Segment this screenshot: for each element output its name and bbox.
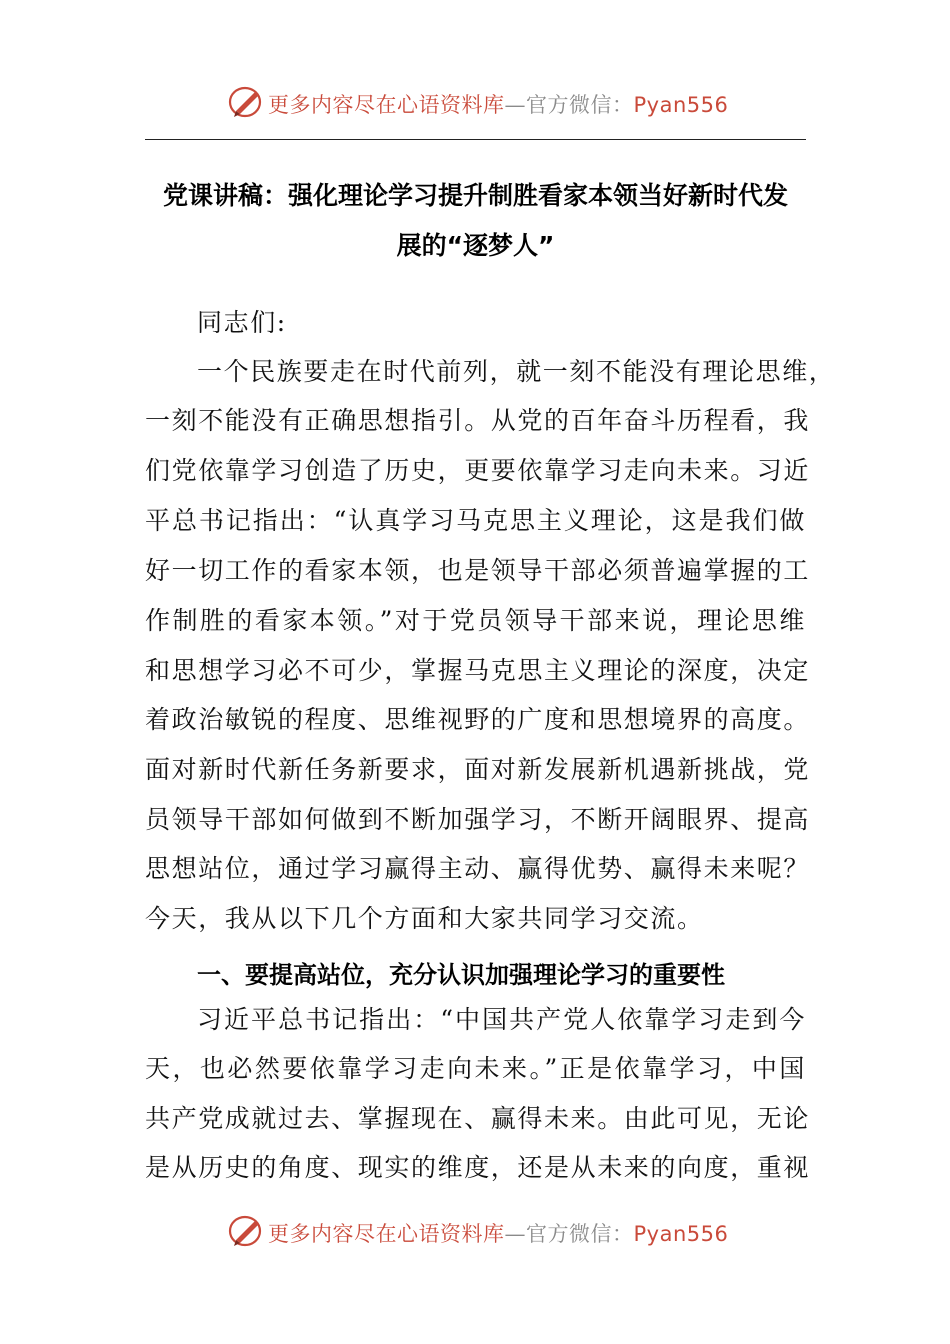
footer-banner-id: Pyan556	[633, 1222, 729, 1246]
title-line-2: 展的“逐梦人”	[396, 231, 555, 260]
header-banner	[0, 80, 950, 124]
header-banner-dash: —官方微信：	[504, 93, 634, 117]
footer-banner-text	[268, 1218, 728, 1248]
paragraph-line: 面对新时代新任务新要求，面对新发展新机遇新挑战，党	[145, 755, 811, 784]
paragraph-line: 平总书记指出：“认真学习马克思主义理论，这是我们做	[145, 506, 806, 535]
paragraph-line: 们党依靠学习创造了历史，更要依靠学习走向未来。习近	[145, 456, 811, 485]
paragraph-line: 天，也必然要依靠学习走向未来。”正是依靠学习，中国	[145, 1054, 806, 1083]
paragraph-line: 习近平总书记指出：“中国共产党人依靠学习走到今	[197, 1005, 806, 1034]
paragraph-line: 共产党成就过去、掌握现在、赢得未来。由此可见，无论	[145, 1104, 811, 1133]
footer-banner-dash: —官方微信：	[504, 1222, 634, 1246]
paragraph-line: 一个民族要走在时代前列，就一刻不能没有理论思维，	[197, 357, 836, 386]
pen-logo-icon	[228, 84, 266, 120]
section-heading-1: 一、要提高站位，充分认识加强理论学习的重要性	[197, 961, 725, 989]
paragraph-line: 着政治敏锐的程度、思维视野的广度和思想境界的高度。	[145, 705, 811, 734]
header-banner-main: 更多内容尽在心语资料库	[268, 93, 505, 117]
paragraph-line: 今天，我从以下几个方面和大家共同学习交流。	[145, 904, 704, 933]
header-banner-text	[268, 89, 728, 119]
footer-banner-main: 更多内容尽在心语资料库	[268, 1222, 505, 1246]
greeting: 同志们:	[197, 308, 287, 337]
footer-banner	[0, 1209, 950, 1253]
paragraph-line: 好一切工作的看家本领，也是领导干部必须普遍掌握的工	[145, 556, 811, 585]
header-rule	[145, 139, 806, 140]
paragraph-line: 思想站位，通过学习赢得主动、赢得优势、赢得未来呢？	[145, 854, 811, 883]
paragraph-line: 员领导干部如何做到不断加强学习，不断开阔眼界、提高	[145, 805, 811, 834]
paragraph-line: 和思想学习必不可少，掌握马克思主义理论的深度，决定	[145, 656, 811, 685]
paragraph-line: 作制胜的看家本领。”对于党员领导干部来说，理论思维	[145, 606, 806, 635]
title-line-1: 党课讲稿：强化理论学习提升制胜看家本领当好新时代发	[162, 181, 788, 210]
header-banner-id: Pyan556	[633, 93, 729, 117]
paragraph-line: 一刻不能没有正确思想指引。从党的百年奋斗历程看，我	[145, 406, 811, 435]
paragraph-line: 是从历史的角度、现实的维度，还是从未来的向度，重视	[145, 1153, 811, 1182]
pen-logo-icon	[228, 1213, 266, 1249]
